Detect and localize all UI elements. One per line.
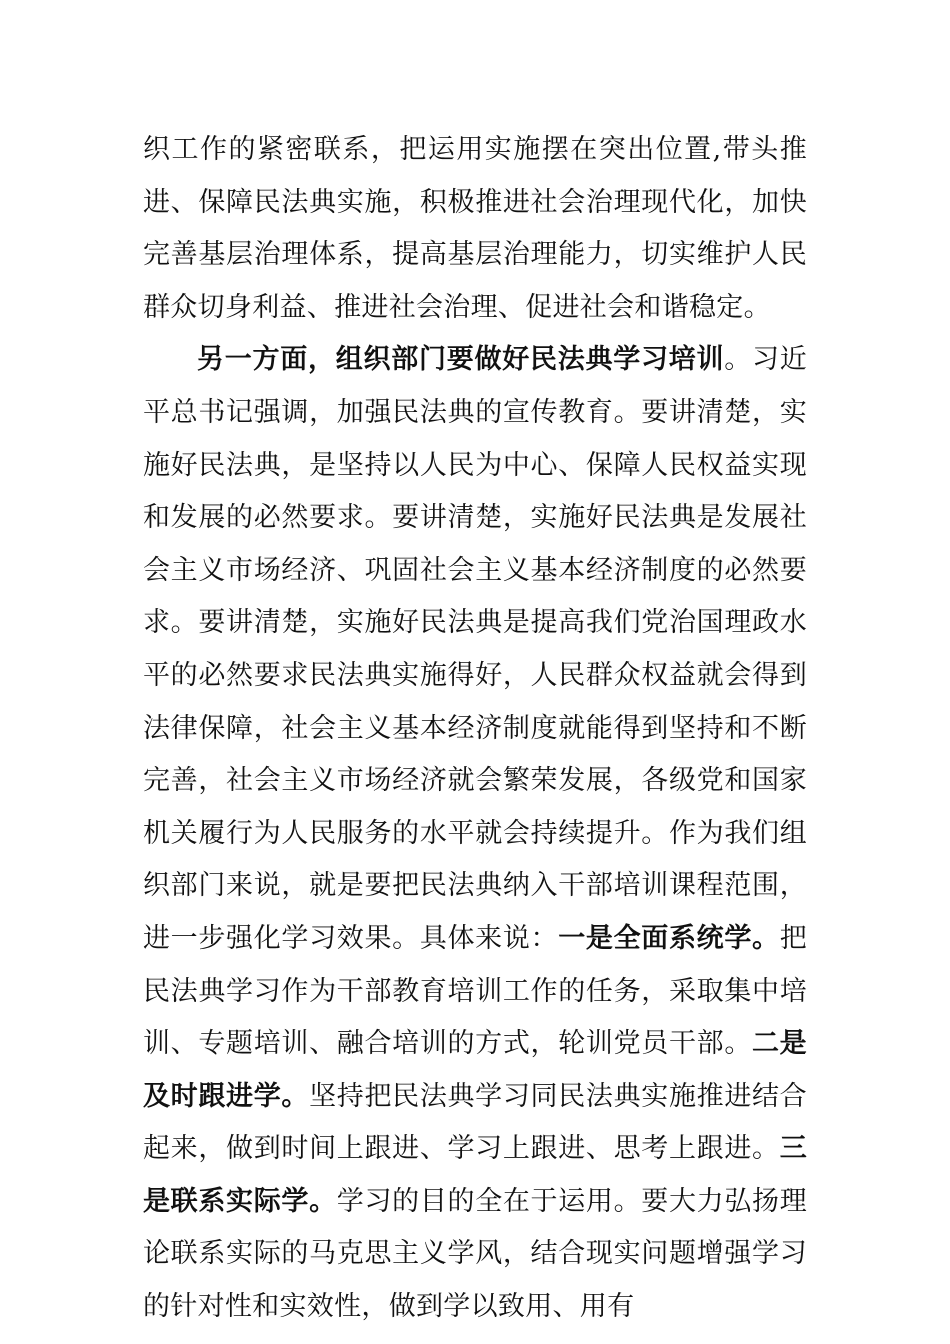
point-1-body: 把民法典学习作为干部教育培训工作的任务，采取集中培训、专题培训、融合培训的方式，轮训党员干部。 xyxy=(143,922,808,1060)
paragraph-1 xyxy=(143,124,807,334)
document-body xyxy=(143,124,807,1334)
point-2-body: 坚持把民法典学习同民法典实施推进结合起来，做到时间上跟进、学习上跟进、思考上跟进。 xyxy=(143,1080,807,1165)
paragraph-2 xyxy=(143,334,807,1333)
paragraph-1-text: 织工作的紧密联系，把运用实施摆在突出位置,带头推进、保障民法典实施，积极推进社会治理现代化，加快完善基层治理体系，提高基层治理能力，切实维护人民群众切身利益、推进社会治理、促进社会和谐稳定。 xyxy=(143,134,807,323)
paragraph-2-heading: 另一方面，组织部门要做好民法典学习培训 xyxy=(197,344,725,376)
point-2-heading: 二是及时跟进学。 xyxy=(143,1028,807,1112)
point-3-body: 学习的目的全在于运用。要大力弘扬理论联系实际的马克思主义学风，结合现实问题增强学习的针对性和实效性，做到学以致用、用有 xyxy=(143,1185,807,1323)
paragraph-2-body-1: 。习近平总书记强调，加强民法典的宣传教育。要讲清楚，实施好民法典，是坚持以人民为中心、保障人民权益实现和发展的必然要求。要讲清楚，实施好民法典是发展社会主义市场经济、巩固社会主义基本经济制度的必然要求。要讲清楚，实施好民法典是提高我们党治国理政水平的必然要求民法典实施得好，人民群众权益就会得到法律保障，社会主义基本经济制度就能得到坚持和不断完善，社会主义市场经济就会繁荣发展，各级党和国家机关履行为人民服务的水平就会持续提升。作为我们组织部门来说，就是要把民法典纳入干部培训课程范围，进一步强化学习效果。具体来说： xyxy=(143,344,807,954)
point-3-heading: 三是联系实际学。 xyxy=(143,1133,807,1217)
point-1-heading: 一是全面系统学。 xyxy=(558,922,780,954)
